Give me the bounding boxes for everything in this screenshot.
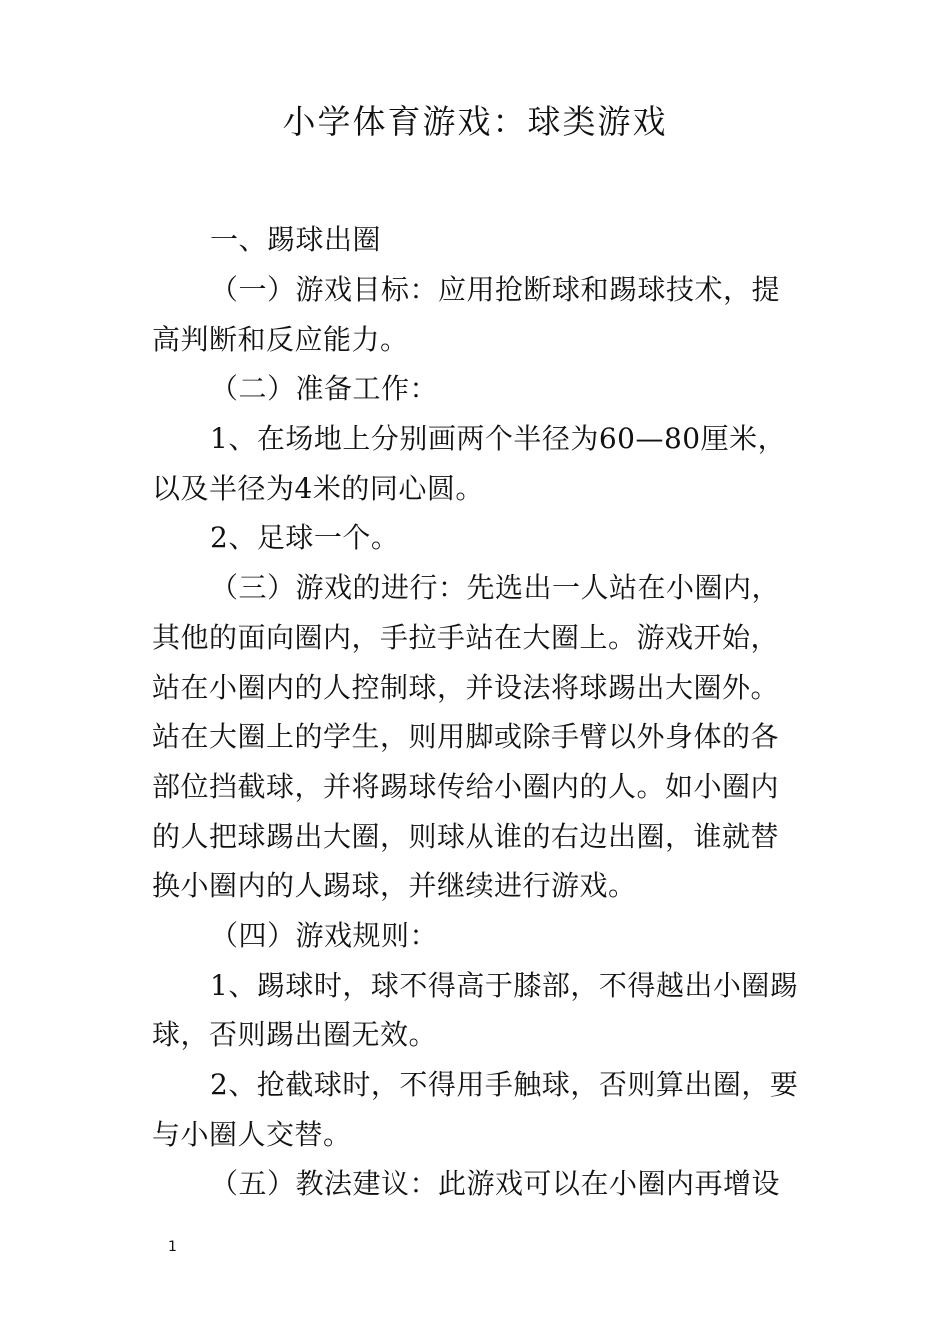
paragraph-line: 以及半径为4米的同心圆。 xyxy=(152,472,484,505)
paragraph-line: （四）游戏规则： xyxy=(210,919,439,952)
paragraph-line: 1、在场地上分别画两个半径为60—80厘米， xyxy=(210,422,787,455)
paragraph-line: 1、踢球时，球不得高于膝部，不得越出小圈踢 xyxy=(210,969,799,1002)
paragraph-line: 与小圈人交替。 xyxy=(152,1118,352,1151)
page-number: 1 xyxy=(168,1239,177,1255)
paragraph-line: 站在大圈上的学生，则用脚或除手臂以外身体的各 xyxy=(152,720,780,753)
paragraph-line: 的人把球踢出大圈，则球从谁的右边出圈，谁就替 xyxy=(152,820,780,853)
paragraph-line: 站在小圈内的人控制球，并设法将球踢出大圈外。 xyxy=(152,671,780,704)
paragraph-line: （一）游戏目标：应用抢断球和踢球技术，提 xyxy=(210,273,781,306)
paragraph-line: （五）教法建议：此游戏可以在小圈内再增设 xyxy=(210,1167,781,1200)
paragraph-line: 球，否则踢出圈无效。 xyxy=(152,1018,438,1051)
paragraph-line: 部位挡截球，并将踢球传给小圈内的人。如小圈内 xyxy=(152,770,780,803)
section-heading: 一、踢球出圈 xyxy=(210,223,382,256)
paragraph-line: （三）游戏的进行：先选出一人站在小圈内， xyxy=(210,571,781,604)
paragraph-line: 换小圈内的人踢球，并继续进行游戏。 xyxy=(152,869,637,902)
paragraph-line: 其他的面向圈内，手拉手站在大圈上。游戏开始， xyxy=(152,621,780,654)
paragraph-line: 高判断和反应能力。 xyxy=(152,323,409,356)
paragraph-line: （二）准备工作： xyxy=(210,372,439,405)
paragraph-line: 2、足球一个。 xyxy=(210,521,400,554)
page-title: 小学体育游戏：球类游戏 xyxy=(282,102,668,141)
paragraph-line: 2、抢截球时，不得用手触球，否则算出圈，要 xyxy=(210,1068,799,1101)
